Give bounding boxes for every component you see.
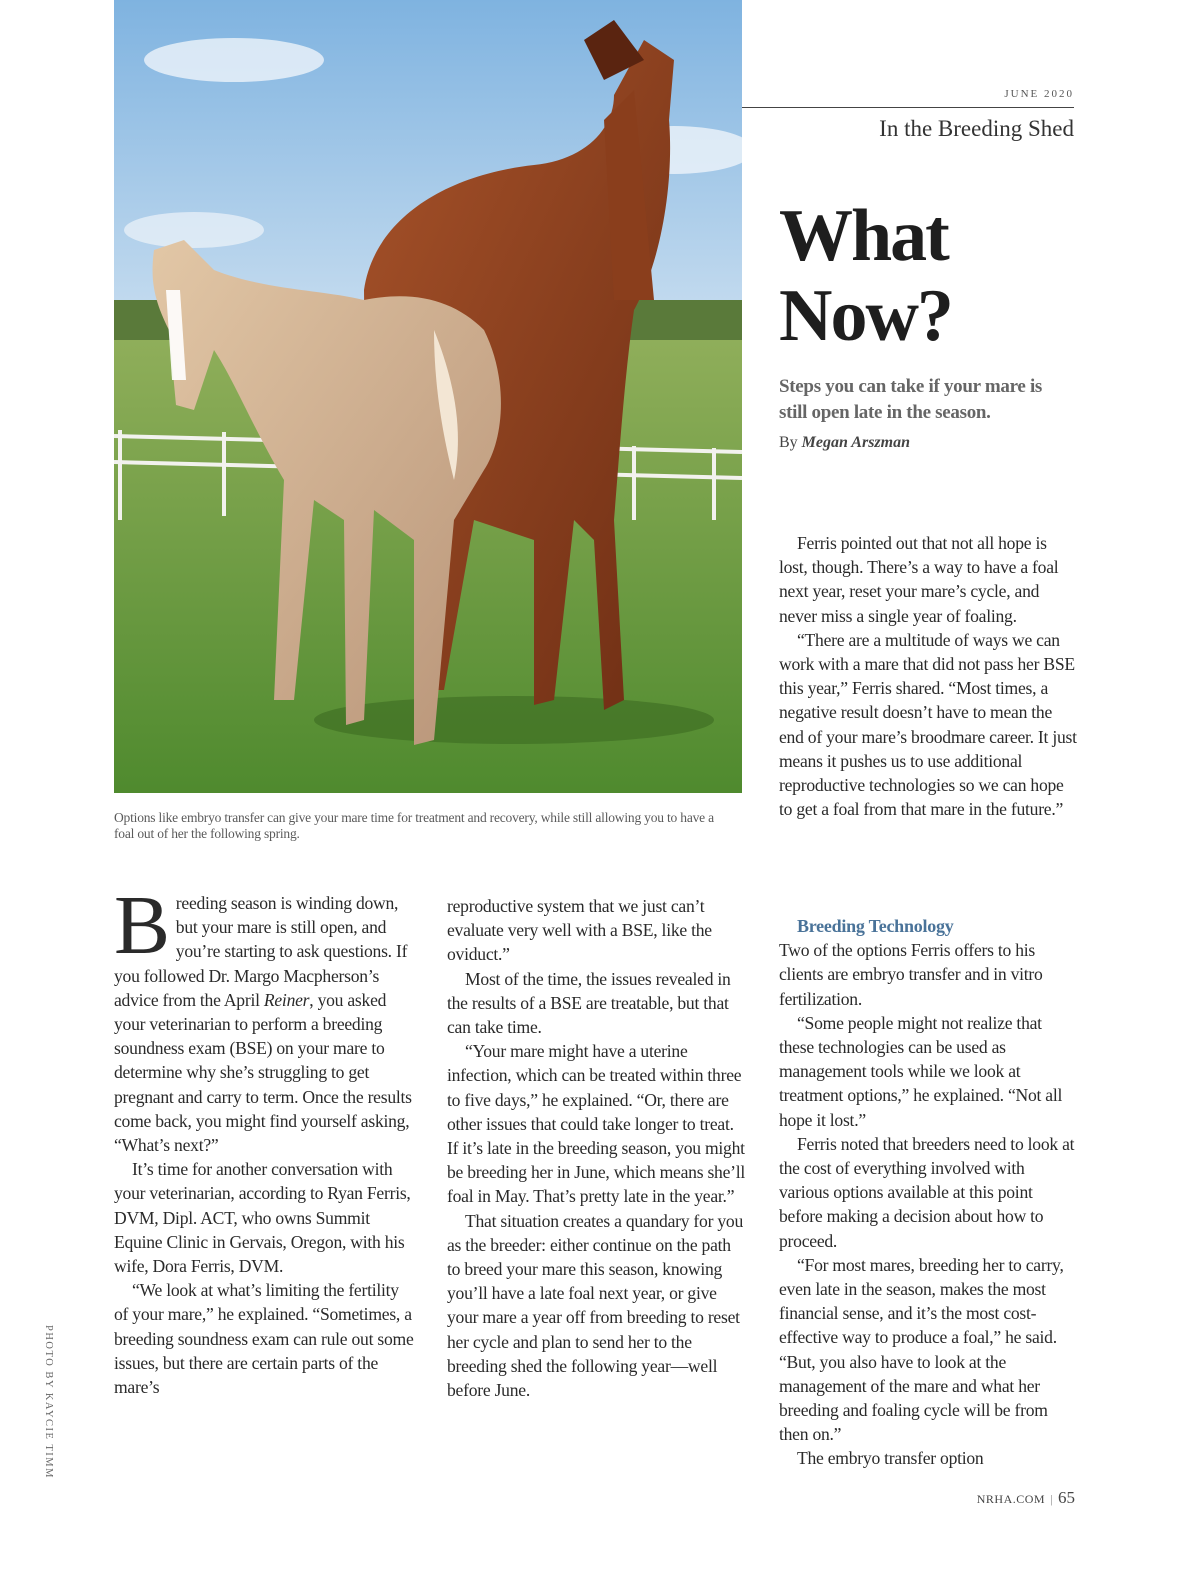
page-footer: [900, 1488, 1075, 1508]
paragraph: That situation creates a quandary for you as the breeder: either continue on the path to breed your mare this season, knowing you’ll have a late foal next year, or give your mare a year off from breeding to reset her cycle and plan to send her to the breeding shed the following year—well before June.: [447, 1210, 743, 1401]
body-column-2: [447, 894, 747, 1402]
paragraph: “We look at what’s limiting the fertility of your mare,” he explained. “Sometimes, a breeding soundness exam can rule out some issues, but there are certain parts of the mare’s: [114, 1280, 414, 1398]
photo-caption: Options like embryo transfer can give your mare time for treatment and recovery, while still allowing you to have a foal out of her the following spring.: [114, 810, 714, 841]
issue-date: JUNE 2020: [1004, 88, 1074, 100]
headline-line-1: What: [779, 195, 948, 277]
paragraph: reproductive system that we just can’t evaluate very well with a BSE, like the oviduct.”: [447, 896, 712, 965]
paragraph: The embryo transfer option: [797, 1448, 984, 1469]
text-run: reeding season is winding down, but your mare is still open, and you’re starting to ask questions. If you followed Dr. Margo Macpherson’s advice from the April: [114, 893, 408, 1010]
article-headline: [779, 196, 1079, 356]
article-deck: Steps you can take if your mare is still open late in the season.: [779, 376, 1043, 423]
site-url: NRHA.COM: [976, 1492, 1046, 1506]
header-divider: [742, 107, 1074, 108]
hero-photo: [114, 0, 742, 793]
paragraph: Most of the time, the issues revealed in the results of a BSE are treatable, but that can take time.: [447, 968, 731, 1038]
department-title: In the Breeding Shed: [879, 116, 1074, 141]
body-column-1: [114, 879, 414, 1399]
horses-photo-illustration: [114, 0, 742, 793]
paragraph: “Some people might not realize that these technologies can be used as management tools while we look at treatment options,” he explained. “Not all hope it lost.”: [779, 1012, 1063, 1130]
drop-cap: B: [114, 879, 170, 972]
section-subhead: Breeding Technology: [797, 916, 954, 936]
body-column-3-bottom: [779, 914, 1077, 1471]
body-column-3-top: [779, 531, 1077, 821]
footer-separator: |: [1050, 1492, 1053, 1506]
paragraph: [114, 879, 414, 1157]
paragraph: “For most mares, breeding her to carry, even late in the season, makes the most financial sense, and it’s the most cost-effective way to produce a foal,” he said. “But, you also have to look at the management of the mare and what her breeding and foaling cycle will be from then on.”: [779, 1254, 1064, 1445]
author-name: Megan Arszman: [801, 434, 910, 451]
page-number: 65: [1058, 1488, 1075, 1507]
paragraph: Ferris pointed out that not all hope is lost, though. There’s a way to have a foal next year, reset your mare’s cycle, and never miss a single year of foaling.: [779, 533, 1059, 626]
photo-credit: PHOTO BY KAYCIE TIMM: [43, 1325, 54, 1479]
byline: [779, 434, 1069, 452]
paragraph: “Your mare might have a uterine infection, which can be treated within three to five days,” he explained. “Or, there are other issues that could take longer to treat. If it’s late in the breeding season, you might be breeding her in June, which means she’ll foal in May. That’s pretty late in the year.”: [447, 1041, 746, 1207]
headline-line-2: Now?: [779, 275, 952, 357]
text-run: , you asked your veterinarian to perform a breeding soundness exam (BSE) on your mare to determine why she’s struggling to get pregnant and carry to term. Once the results come back, you might find yourself asking, “What’s next?”: [114, 989, 412, 1156]
paragraph: Two of the options Ferris offers to his clients are embryo transfer and in vitro fertilization.: [779, 940, 1043, 1009]
byline-prefix: By: [779, 434, 798, 451]
paragraph: It’s time for another conversation with your veterinarian, according to Ryan Ferris, DVM, Dipl. ACT, who owns Summit Equine Clinic in Gervais, Oregon, with his wife, Dora Ferris, DVM.: [114, 1159, 411, 1277]
paragraph: “There are a multitude of ways we can work with a mare that did not pass her BSE this year,” Ferris shared. “Most times, a negative result doesn’t have to mean the end of your mare’s broodmare career. It just means it pushes us to use additional reproductive technologies so we can hope to get a foal from that mare in the future.”: [779, 629, 1077, 820]
paragraph: Ferris noted that breeders need to look at the cost of everything involved with various options available at this point before making a decision about how to proceed.: [779, 1133, 1075, 1251]
magazine-title: Reiner: [263, 989, 310, 1010]
